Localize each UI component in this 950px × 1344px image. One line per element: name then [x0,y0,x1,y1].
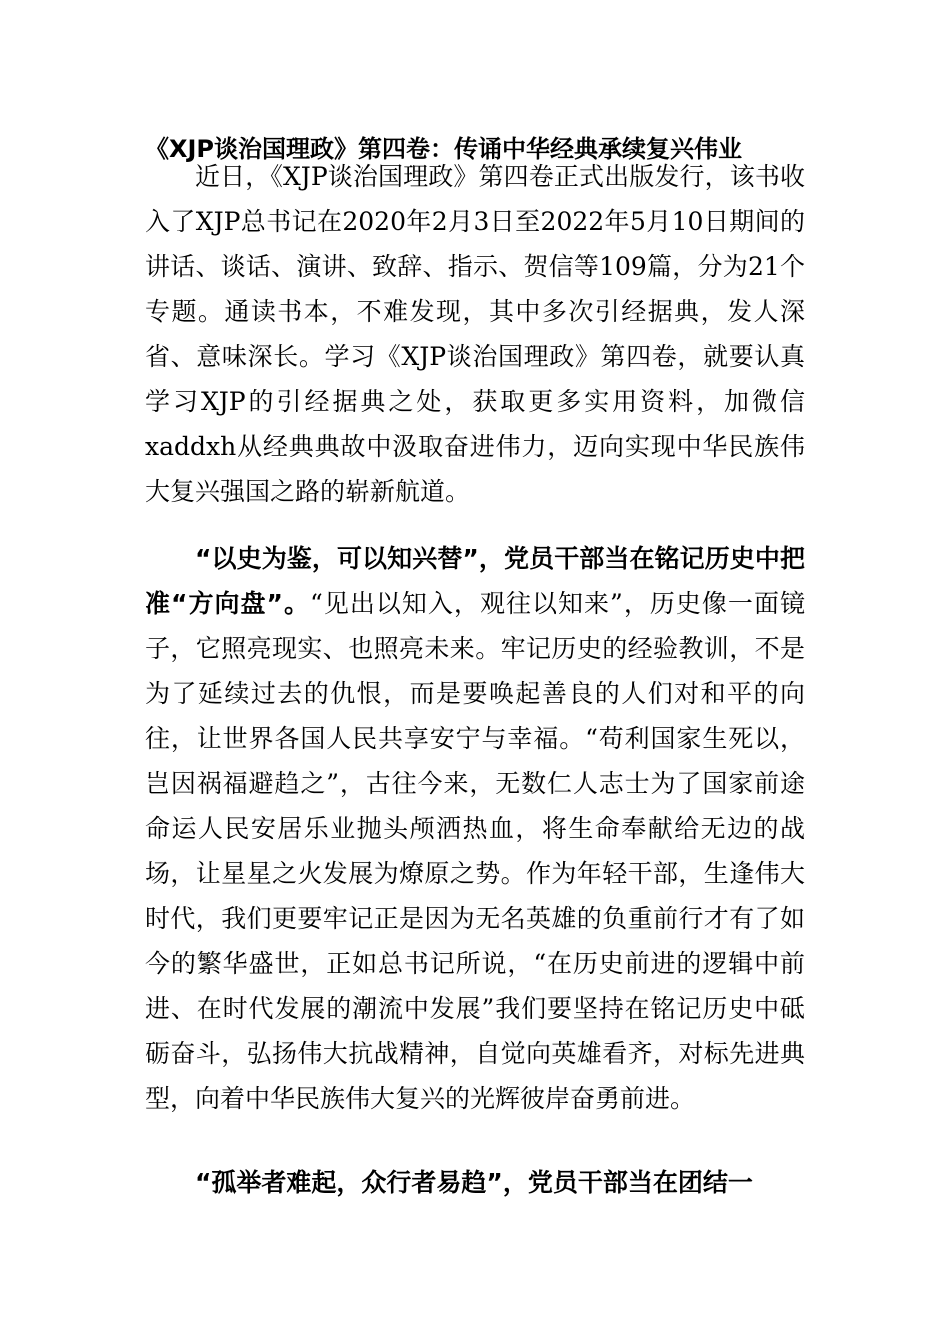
paragraph-lead-heading: “以史为鉴，可以知兴替”，党员干部当在铭记历史中把准“方向盘”。 [145,544,805,618]
paragraph-unity [145,1160,805,1205]
paragraph-intro [145,154,805,514]
paragraph-lead-heading: “孤举者难起，众行者易趋”，党员干部当在团结一 [195,1168,753,1197]
paragraph-history [145,536,805,1121]
paragraph-text: “见出以知入，观往以知来”，历史像一面镜子，它照亮现实、也照亮未来。牢记历史的经验教训，不是为了延续过去的仇恨，而是要唤起善良的人们对和平的向往，让世界各国人民共享安宁与幸福。“苟利国家生死以，岂因祸福避趋之”，古往今来，无数仁人志士为了国家前途命运人民安居乐业抛头颅洒热血，将生命奉献给无边的战场，让星星之火发展为燎原之势。作为年轻干部，生逢伟大时代，我们更要牢记正是因为无名英雄的负重前行才有了如今的繁华盛世，正如总书记所说，“在历史前进的逻辑中前进、在时代发展的潮流中发展”我们要坚持在铭记历史中砥砺奋斗，弘扬伟大抗战精神，自觉向英雄看齐，对标先进典型，向着中华民族伟大复兴的光辉彼岸奋勇前进。 [145,589,805,1113]
paragraph-text: 近日，《XJP谈治国理政》第四卷正式出版发行，该书收入了XJP总书记在2020年2月3日至2022年5月10日期间的讲话、谈话、演讲、致辞、指示、贺信等109篇，分为21个专题。通读书本，不难发现，其中多次引经据典，发人深省、意味深长。学习《XJP谈治国理政》第四卷，就要认真学习XJP的引经据典之处，获取更多实用资料，加微信xaddxh从经典典故中汲取奋进伟力，迈向实现中华民族伟大复兴强国之路的崭新航道。 [145,162,805,506]
document-title: 《XJP谈治国理政》第四卷：传诵中华经典承续复兴伟业 [145,135,743,163]
